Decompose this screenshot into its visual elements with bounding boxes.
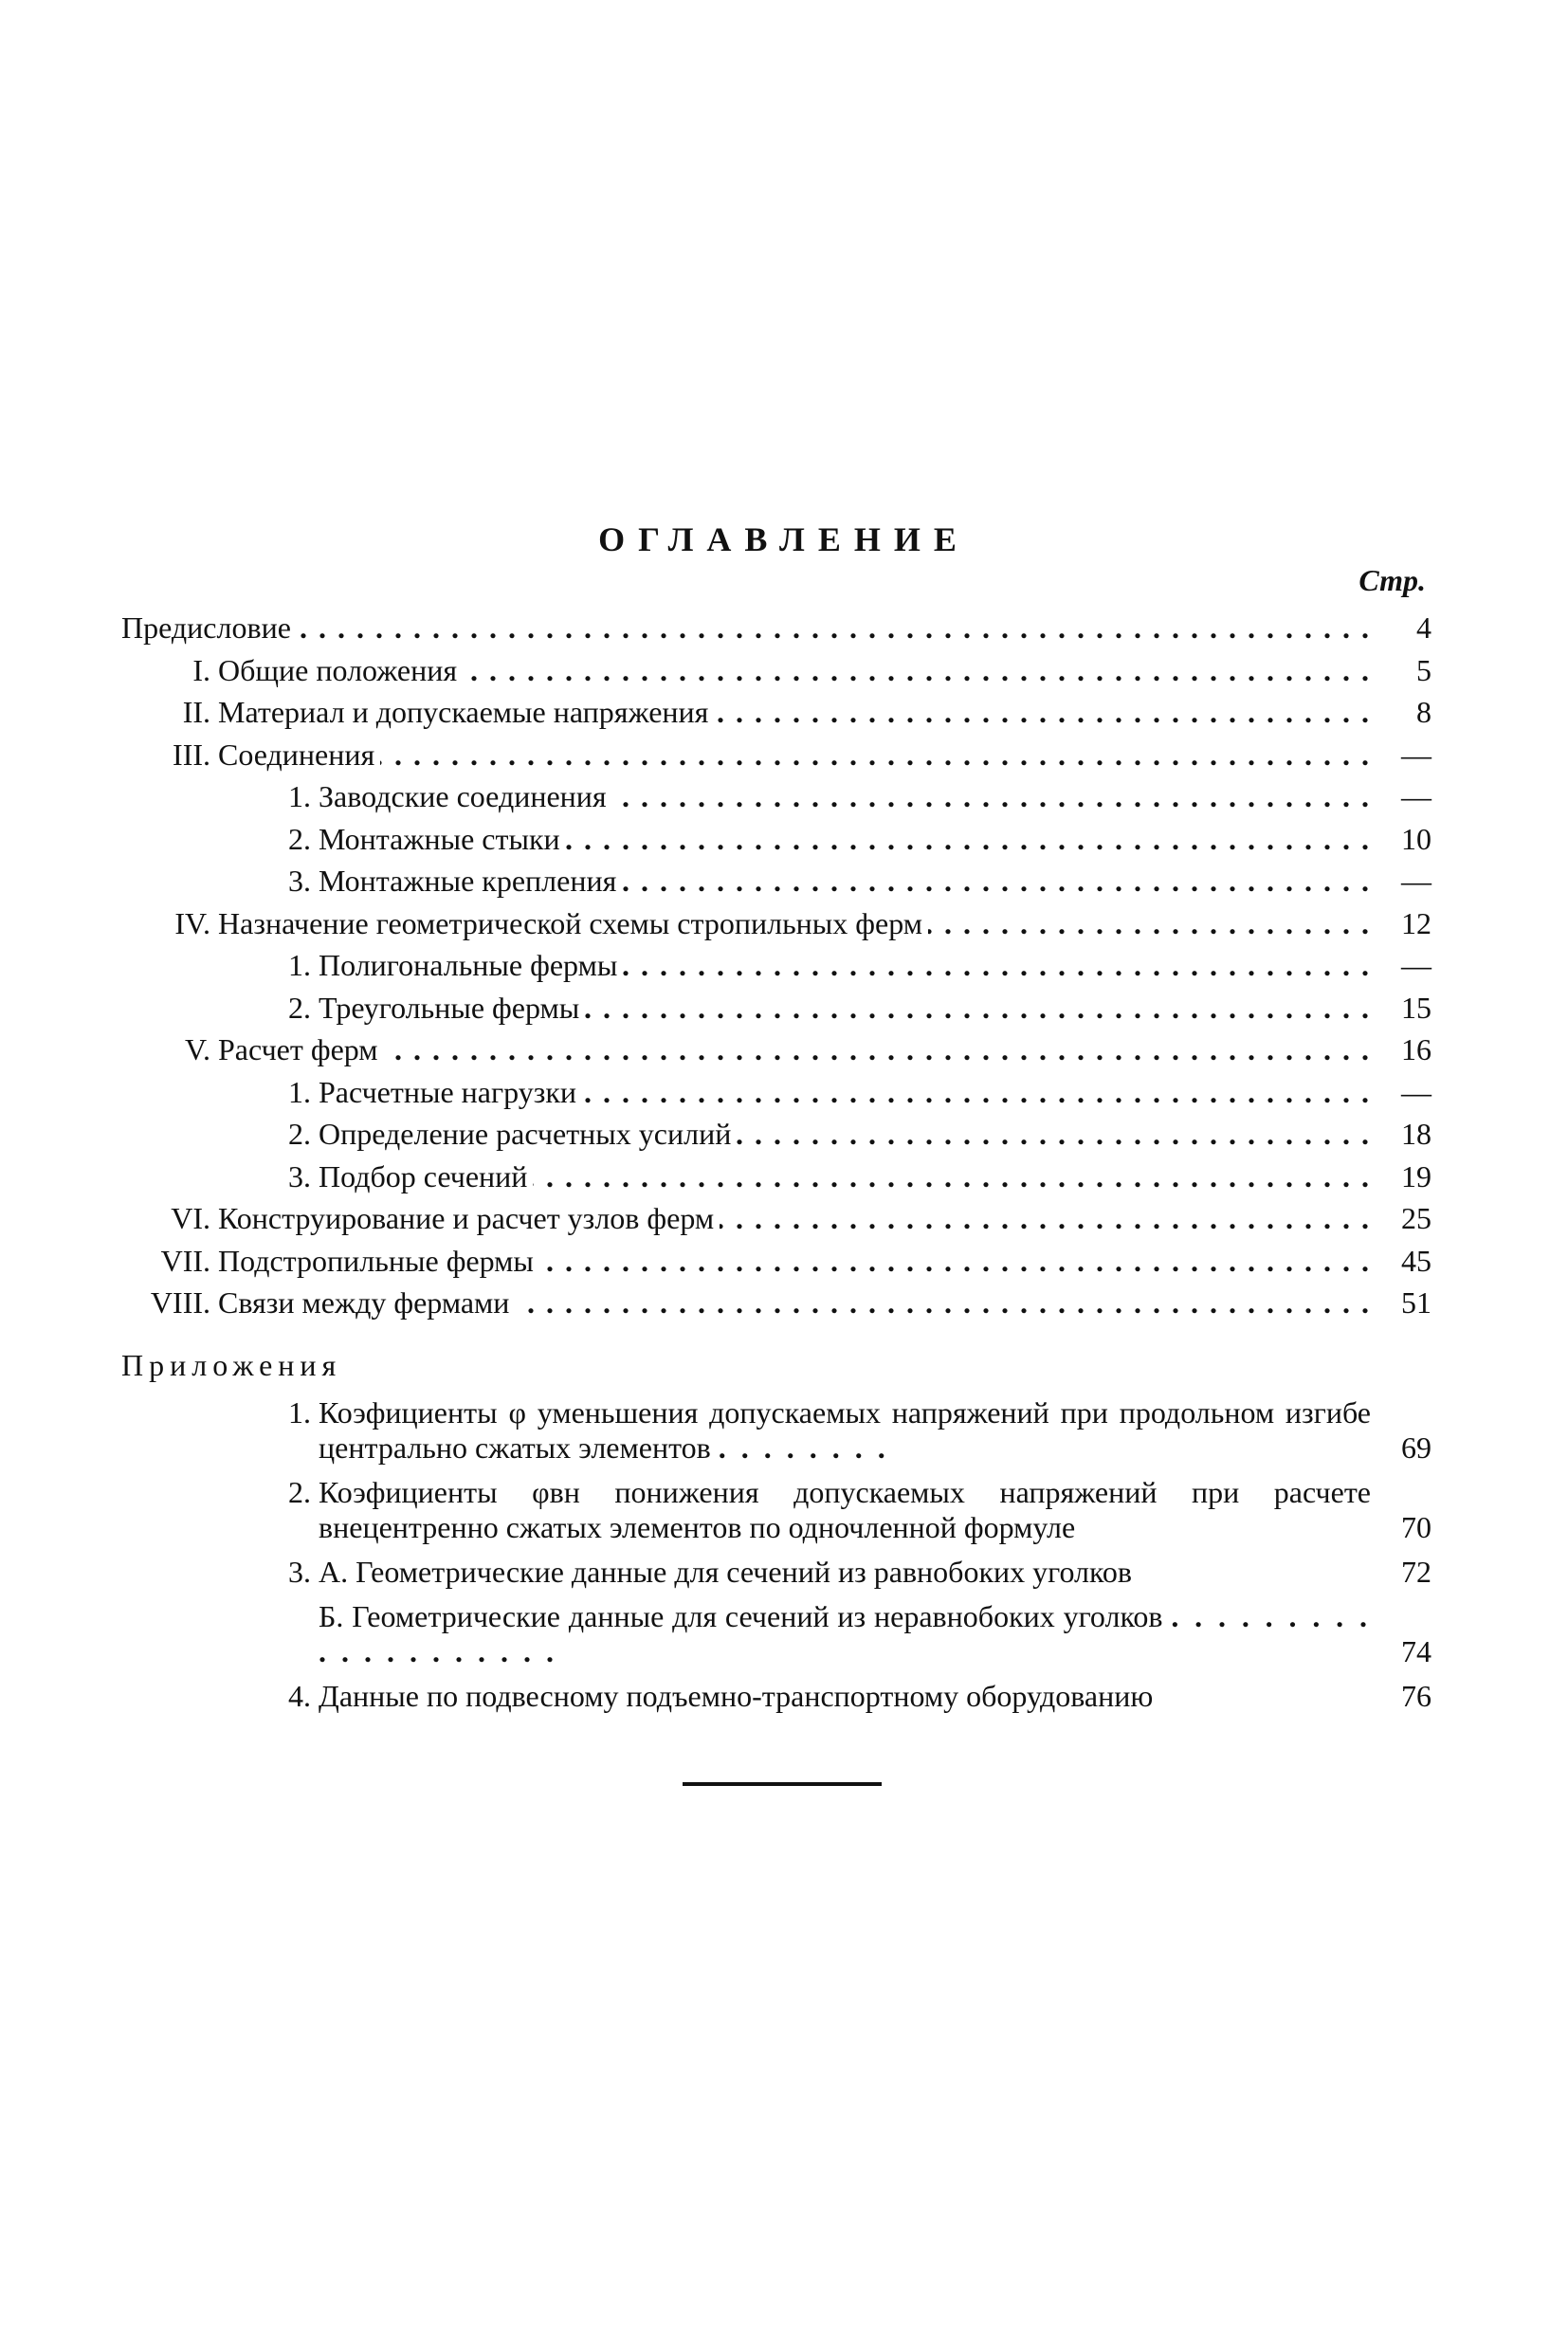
toc-entry-title: Заводские соединения xyxy=(319,779,612,813)
toc-entry-number: 2. xyxy=(288,1117,311,1151)
toc-entry-number: VI. xyxy=(171,1201,210,1235)
toc-entry-page: 19 xyxy=(1401,1158,1431,1193)
toc-entry[interactable] xyxy=(121,775,1431,818)
toc-entry-number: IV. xyxy=(174,905,210,940)
appendix-number: 3. xyxy=(288,1555,311,1589)
toc-entry-title: Конструирование и расчет узлов ферм xyxy=(218,1201,720,1235)
toc-entry[interactable] xyxy=(121,1071,1431,1114)
toc-entry-number: 1. xyxy=(288,779,311,813)
appendix-item[interactable] xyxy=(121,1395,1431,1466)
toc-entry[interactable] xyxy=(121,1113,1431,1156)
toc-entry-page: 12 xyxy=(1401,905,1431,940)
toc-entry-page: 25 xyxy=(1401,1201,1431,1235)
toc-entry-page: 16 xyxy=(1401,1032,1431,1066)
appendix-heading: Приложения xyxy=(121,1348,342,1382)
appendix-list xyxy=(121,1395,1431,1723)
toc-entry-page: 5 xyxy=(1416,652,1431,687)
toc-entry-number: III. xyxy=(173,737,210,772)
appendix-number: 4. xyxy=(288,1679,311,1713)
table-of-contents xyxy=(121,607,1431,1324)
toc-entry-number: II. xyxy=(182,695,210,729)
toc-entry[interactable] xyxy=(121,1156,1431,1198)
toc-entry-title: Соединения xyxy=(218,738,380,772)
toc-entry-page: — xyxy=(1401,864,1431,898)
toc-entry[interactable] xyxy=(121,987,1431,1029)
appendix-text: Коэфициенты φвн понижения допускаемых напряжений при расчете внецентренно сжатых элементов по одночленной формуле xyxy=(319,1475,1371,1544)
toc-entry-page: — xyxy=(1401,779,1431,813)
toc-entry-number: I. xyxy=(192,652,210,687)
toc-entry[interactable] xyxy=(121,649,1431,692)
appendix-item[interactable] xyxy=(121,1679,1431,1714)
page-title: ОГЛАВЛЕНИЕ xyxy=(598,520,970,558)
toc-entry-title: Расчет ферм xyxy=(218,1032,384,1066)
toc-entry[interactable] xyxy=(121,1240,1431,1283)
appendix-text: Б. Геометрические данные для сечений из неравнобоких уголков xyxy=(319,1599,1163,1633)
toc-entry[interactable] xyxy=(121,902,1431,945)
toc-entry-number: 2. xyxy=(288,821,311,856)
toc-entry-title: Расчетные нагрузки xyxy=(319,1075,582,1109)
toc-entry[interactable] xyxy=(121,818,1431,861)
toc-entry-page: 15 xyxy=(1401,990,1431,1025)
toc-entry[interactable] xyxy=(121,691,1431,734)
toc-entry-title: Общие положения xyxy=(218,653,463,687)
toc-entry-page: 18 xyxy=(1401,1117,1431,1151)
toc-entry-title: Монтажные крепления xyxy=(319,864,622,898)
appendix-number: 2. xyxy=(288,1475,311,1509)
toc-entry-page: — xyxy=(1401,1074,1431,1109)
toc-entry-title: Полигональные фермы xyxy=(319,948,623,982)
toc-entry-title: Связи между фермами xyxy=(218,1285,515,1320)
toc-entry[interactable] xyxy=(121,944,1431,987)
appendix-item[interactable] xyxy=(121,1475,1431,1545)
appendix-text: А. Геометрические данные для сечений из равнобоких уголков xyxy=(319,1555,1133,1589)
toc-entry[interactable] xyxy=(121,607,1431,649)
toc-entry-title: Монтажные стыки xyxy=(319,822,566,856)
appendix-page: 72 xyxy=(1401,1555,1431,1589)
toc-entry[interactable] xyxy=(121,1197,1431,1240)
appendix-text: Коэфициенты φ уменьшения допускаемых напряжений при продольном изгибе центрально сжатых элементов xyxy=(319,1395,1371,1465)
toc-entry-page: 45 xyxy=(1401,1243,1431,1278)
toc-entry-page: 10 xyxy=(1401,821,1431,856)
toc-entry-number: 1. xyxy=(288,948,311,982)
toc-entry-page: — xyxy=(1401,948,1431,982)
toc-entry-page: — xyxy=(1401,737,1431,772)
appendix-text: Данные по подвесному подъемно-транспортному оборудованию xyxy=(319,1679,1154,1713)
toc-entry-number: VIII. xyxy=(150,1285,210,1320)
toc-entry[interactable] xyxy=(121,1029,1431,1071)
toc-entry-number: 3. xyxy=(288,864,311,898)
toc-entry-title: Назначение геометрической схемы стропильных ферм xyxy=(218,906,928,940)
toc-entry-number: VII. xyxy=(160,1243,210,1278)
appendix-item[interactable] xyxy=(121,1555,1431,1590)
appendix-page: 76 xyxy=(1401,1679,1431,1713)
toc-entry-title: Подстропильные фермы xyxy=(218,1244,539,1278)
toc-entry-number: 1. xyxy=(288,1074,311,1109)
toc-entry-page: 51 xyxy=(1401,1285,1431,1320)
end-rule xyxy=(683,1782,882,1786)
leader-dots: . . . . . . . . xyxy=(718,1430,889,1465)
appendix-page: 69 xyxy=(1401,1430,1431,1465)
toc-entry-number: V. xyxy=(185,1032,210,1066)
toc-entry-title: Материал и допускаемые напряжения xyxy=(218,695,714,729)
toc-entry-page: 4 xyxy=(1416,610,1431,645)
toc-entry-number: 2. xyxy=(288,990,311,1025)
appendix-number: 1. xyxy=(288,1395,311,1430)
appendix-page: 74 xyxy=(1401,1634,1431,1668)
toc-entry-title: Подбор сечений xyxy=(319,1159,533,1193)
toc-entry[interactable] xyxy=(121,860,1431,902)
toc-entry[interactable] xyxy=(121,1282,1431,1324)
toc-entry-number: 3. xyxy=(288,1158,311,1193)
page-column-header: Стр. xyxy=(1358,563,1426,597)
toc-entry[interactable] xyxy=(121,734,1431,776)
toc-entry-title: Определение расчетных усилий xyxy=(319,1117,737,1151)
appendix-page: 70 xyxy=(1401,1510,1431,1544)
leader-dots: . . . . . . . . . . . . . . . . . . . . xyxy=(319,1599,1372,1668)
toc-entry-title: Предисловие xyxy=(121,610,297,645)
toc-entry-page: 8 xyxy=(1416,695,1431,729)
toc-entry-title: Треугольные фермы xyxy=(319,991,585,1025)
appendix-item[interactable] xyxy=(121,1599,1431,1669)
